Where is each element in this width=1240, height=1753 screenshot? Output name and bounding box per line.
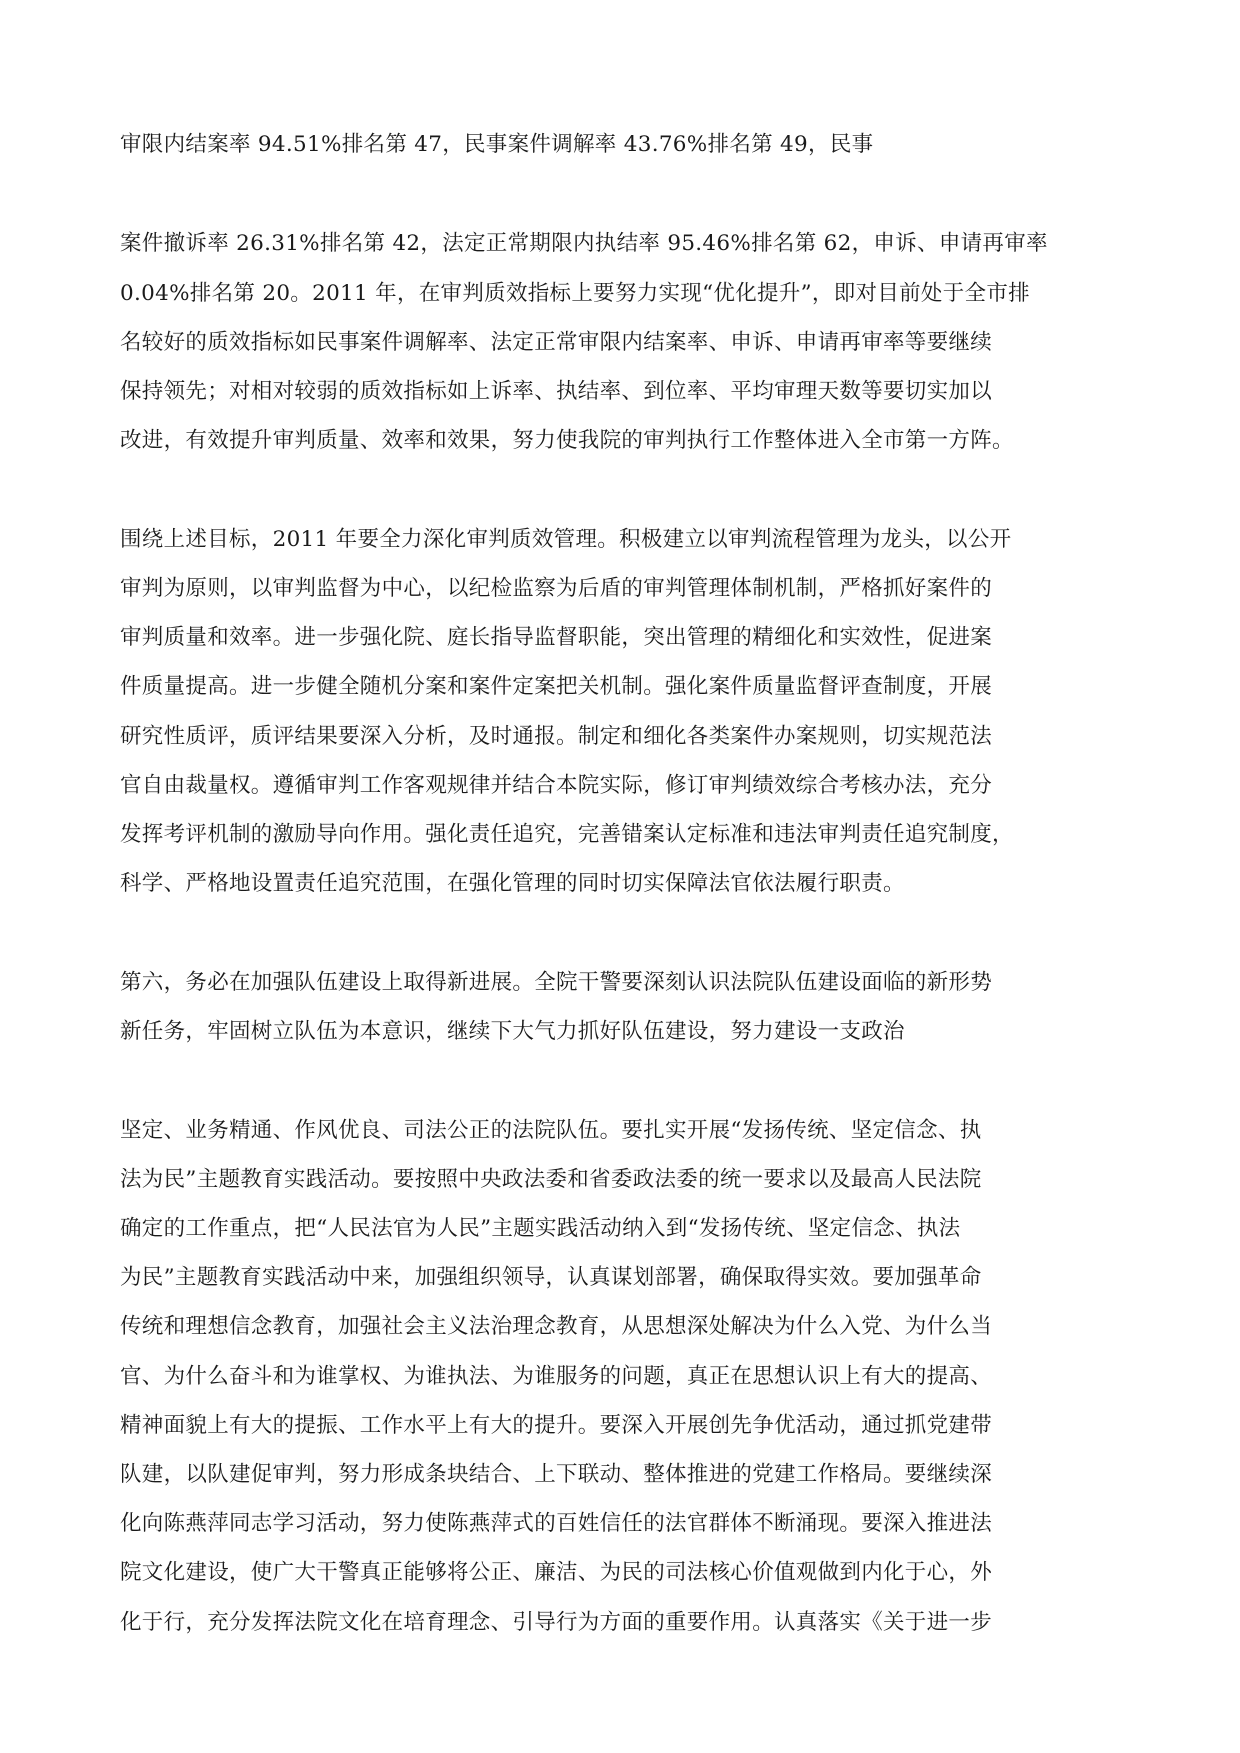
text-line: 第六，务必在加强队伍建设上取得新进展。全院干警要深刻认识法院队伍建设面临的新形势	[120, 970, 993, 995]
text-line: 案件撤诉率 26.31%排名第 42，法定正常期限内执结率 95.46%排名第 62，申诉、申请再审率	[120, 231, 1048, 256]
text-line: 官自由裁量权。遵循审判工作客观规律并结合本院实际，修订审判绩效综合考核办法，充分	[120, 773, 993, 798]
text-line: 0.04%排名第 20。2011 年，在审判质效指标上要努力实现“优化提升”，即对目前处于全市排	[120, 281, 1030, 306]
text-line: 化于行，充分发挥法院文化在培育理念、引导行为方面的重要作用。认真落实《关于进一步	[120, 1610, 993, 1635]
text-line: 科学、严格地设置责任追究范围，在强化管理的同时切实保障法官依法履行职责。	[120, 871, 905, 896]
text-line: 精神面貌上有大的提振、工作水平上有大的提升。要深入开展创先争优活动，通过抓党建带	[120, 1413, 993, 1438]
text-line: 法为民”主题教育实践活动。要按照中央政法委和省委政法委的统一要求以及最高人民法院	[120, 1167, 982, 1192]
text-line: 发挥考评机制的激励导向作用。强化责任追究，完善错案认定标准和违法审判责任追究制度，	[120, 822, 1014, 847]
text-line: 改进，有效提升审判质量、效率和效果，努力使我院的审判执行工作整体进入全市第一方阵。	[120, 428, 1014, 453]
text-line: 院文化建设，使广大干警真正能够将公正、廉洁、为民的司法核心价值观做到内化于心，外	[120, 1560, 993, 1585]
text-line: 为民”主题教育实践活动中来，加强组织领导，认真谋划部署，确保取得实效。要加强革命	[120, 1265, 982, 1290]
text-line: 审限内结案率 94.51%排名第 47，民事案件调解率 43.76%排名第 49，民事	[120, 132, 874, 157]
text-line: 审判为原则，以审判监督为中心，以纪检监察为后盾的审判管理体制机制，严格抓好案件的	[120, 576, 993, 601]
text-line: 化向陈燕萍同志学习活动，努力使陈燕萍式的百姓信任的法官群体不断涌现。要深入推进法	[120, 1511, 993, 1536]
text-line: 件质量提高。进一步健全随机分案和案件定案把关机制。强化案件质量监督评查制度，开展	[120, 674, 993, 699]
text-line: 保持领先；对相对较弱的质效指标如上诉率、执结率、到位率、平均审理天数等要切实加以	[120, 379, 993, 404]
text-line: 队建，以队建促审判，努力形成条块结合、上下联动、整体推进的党建工作格局。要继续深	[120, 1462, 993, 1487]
text-line: 研究性质评，质评结果要深入分析，及时通报。制定和细化各类案件办案规则，切实规范法	[120, 724, 993, 749]
text-line: 坚定、业务精通、作风优良、司法公正的法院队伍。要扎实开展“发扬传统、坚定信念、执	[120, 1118, 982, 1143]
text-line: 官、为什么奋斗和为谁掌权、为谁执法、为谁服务的问题，真正在思想认识上有大的提高、	[120, 1364, 993, 1389]
text-line: 围绕上述目标，2011 年要全力深化审判质效管理。积极建立以审判流程管理为龙头，以公开	[120, 527, 1012, 552]
text-line: 传统和理想信念教育，加强社会主义法治理念教育，从思想深处解决为什么入党、为什么当	[120, 1314, 993, 1339]
text-line: 确定的工作重点，把“人民法官为人民”主题实践活动纳入到“发扬传统、坚定信念、执法	[120, 1216, 961, 1241]
text-line: 名较好的质效指标如民事案件调解率、法定正常审限内结案率、申诉、申请再审率等要继续	[120, 330, 993, 355]
text-line: 审判质量和效率。进一步强化院、庭长指导监督职能，突出管理的精细化和实效性，促进案	[120, 625, 993, 650]
text-line: 新任务，牢固树立队伍为本意识，继续下大气力抓好队伍建设，努力建设一支政治	[120, 1019, 905, 1044]
